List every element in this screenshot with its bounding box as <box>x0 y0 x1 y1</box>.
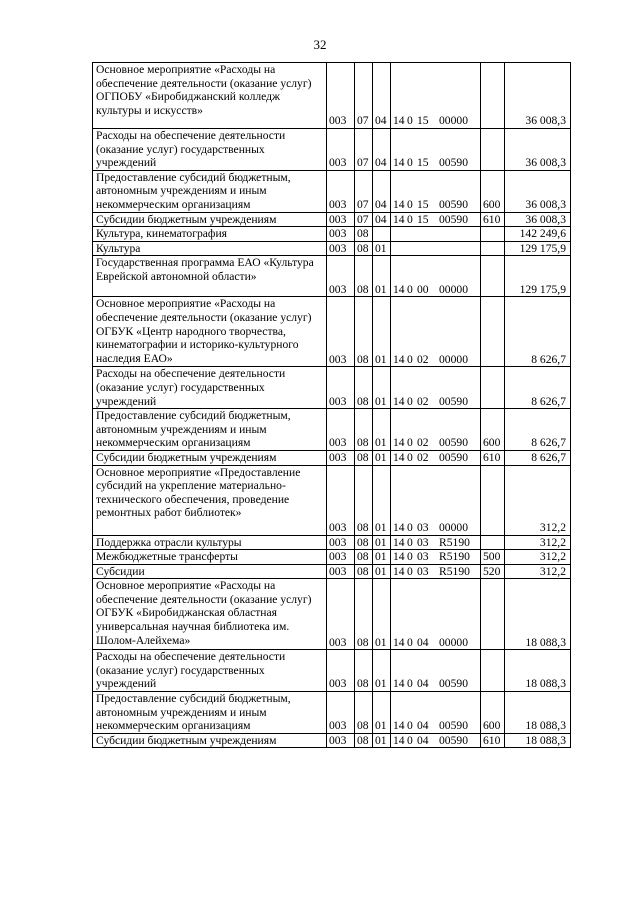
target-article-cell <box>391 409 481 451</box>
target-article-part: 15 <box>417 197 429 211</box>
section-code-cell: 08 <box>355 297 373 367</box>
section-code-cell: 08 <box>355 564 373 579</box>
target-article-part: 0 <box>407 352 413 366</box>
expense-type-cell <box>481 465 505 535</box>
subsection-code-cell: 01 <box>373 367 391 409</box>
target-article-cell <box>391 212 481 227</box>
table-row <box>93 297 571 367</box>
target-article-part: 14 <box>393 635 405 649</box>
target-article-cell <box>391 129 481 171</box>
target-article-cell <box>391 550 481 565</box>
target-article-part: 00590 <box>439 677 468 691</box>
expense-name-cell: Расходы на обеспечение деятельности (оказание услуг) государственных учреждений <box>93 129 327 171</box>
expense-type-cell: 610 <box>481 212 505 227</box>
expense-type-cell: 610 <box>481 733 505 748</box>
target-article-part: 0 <box>407 436 413 450</box>
amount-cell: 8 626,7 <box>505 409 571 451</box>
amount-cell: 312,2 <box>505 550 571 565</box>
target-article-cell <box>391 297 481 367</box>
expense-name-cell: Предоставление субсидий бюджетным, автономным учреждениям и иным некоммерческим организациям <box>93 692 327 734</box>
expense-type-cell <box>481 227 505 242</box>
table-row <box>93 535 571 550</box>
target-article-part: 0 <box>407 197 413 211</box>
expense-name-cell: Основное мероприятие «Расходы на обеспечение деятельности (оказание услуг) ОГБУК «Центр народного творчества, кинематографии и историко-культурного наследия ЕАО» <box>93 297 327 367</box>
subsection-code-cell: 01 <box>373 692 391 734</box>
section-code-cell: 07 <box>355 63 373 129</box>
section-code-cell: 07 <box>355 212 373 227</box>
table-row <box>93 733 571 748</box>
target-article-cell <box>391 256 481 297</box>
target-article-part: 0 <box>407 677 413 691</box>
admin-code-cell: 003 <box>327 227 355 242</box>
table-row <box>93 129 571 171</box>
table-row <box>93 409 571 451</box>
table-row <box>93 550 571 565</box>
target-article-part: 0 <box>407 564 413 578</box>
subsection-code-cell: 04 <box>373 129 391 171</box>
target-article-part: 04 <box>417 635 429 649</box>
target-article-part: 15 <box>417 156 429 170</box>
expense-name-cell: Расходы на обеспечение деятельности (оказание услуг) государственных учреждений <box>93 650 327 692</box>
admin-code-cell: 003 <box>327 241 355 256</box>
subsection-code-cell: 04 <box>373 170 391 212</box>
subsection-code-cell: 01 <box>373 733 391 748</box>
target-article-part: 14 <box>393 550 405 564</box>
target-article-part: 14 <box>393 282 405 296</box>
expense-name-cell: Государственная программа ЕАО «Культура Еврейской автономной области» <box>93 256 327 297</box>
expense-name-cell: Основное мероприятие «Расходы на обеспечение деятельности (оказание услуг) ОГПОБУ «Биробиджанский колледж культуры и искусств» <box>93 63 327 129</box>
target-article-cell <box>391 650 481 692</box>
expense-type-cell <box>481 535 505 550</box>
target-article-cell <box>391 367 481 409</box>
target-article-part: 04 <box>417 733 429 747</box>
subsection-code-cell: 01 <box>373 579 391 650</box>
subsection-code-cell: 01 <box>373 650 391 692</box>
amount-cell: 312,2 <box>505 535 571 550</box>
amount-cell: 312,2 <box>505 564 571 579</box>
target-article-cell <box>391 564 481 579</box>
target-article-part: 03 <box>417 520 429 534</box>
target-article-part: 00000 <box>439 114 468 128</box>
amount-cell: 36 008,3 <box>505 212 571 227</box>
target-article-part: 14 <box>393 212 405 226</box>
expense-type-cell: 610 <box>481 450 505 465</box>
target-article-part: 02 <box>417 352 429 366</box>
target-article-cell <box>391 692 481 734</box>
target-article-part: 00590 <box>439 197 468 211</box>
admin-code-cell: 003 <box>327 409 355 451</box>
section-code-cell: 07 <box>355 170 373 212</box>
target-article-part: 14 <box>393 733 405 747</box>
target-article-part: 0 <box>407 719 413 733</box>
expense-type-cell: 600 <box>481 409 505 451</box>
target-article-part: 14 <box>393 436 405 450</box>
target-article-part: 0 <box>407 156 413 170</box>
section-code-cell: 08 <box>355 227 373 242</box>
target-article-part: 14 <box>393 719 405 733</box>
amount-cell: 36 008,3 <box>505 63 571 129</box>
amount-cell: 18 088,3 <box>505 733 571 748</box>
expense-name-cell: Поддержка отрасли культуры <box>93 535 327 550</box>
expense-name-cell: Расходы на обеспечение деятельности (оказание услуг) государственных учреждений <box>93 367 327 409</box>
expense-name-cell: Предоставление субсидий бюджетным, автономным учреждениям и иным некоммерческим организациям <box>93 170 327 212</box>
expense-type-cell: 600 <box>481 170 505 212</box>
target-article-part: 0 <box>407 394 413 408</box>
amount-cell: 18 088,3 <box>505 579 571 650</box>
target-article-cell <box>391 535 481 550</box>
amount-cell: 36 008,3 <box>505 129 571 171</box>
target-article-part: 04 <box>417 719 429 733</box>
target-article-part: 04 <box>417 677 429 691</box>
subsection-code-cell: 01 <box>373 465 391 535</box>
target-article-cell <box>391 465 481 535</box>
subsection-code-cell: 01 <box>373 564 391 579</box>
target-article-part: R5190 <box>439 564 470 578</box>
expense-type-cell <box>481 579 505 650</box>
expense-type-cell <box>481 129 505 171</box>
target-article-part: 00590 <box>439 436 468 450</box>
subsection-code-cell: 01 <box>373 450 391 465</box>
amount-cell: 36 008,3 <box>505 170 571 212</box>
subsection-code-cell: 01 <box>373 409 391 451</box>
expense-name-cell: Субсидии бюджетным учреждениям <box>93 212 327 227</box>
target-article-part: 14 <box>393 352 405 366</box>
section-code-cell: 08 <box>355 535 373 550</box>
page-number: 32 <box>313 37 327 52</box>
target-article-part: 00000 <box>439 635 468 649</box>
amount-cell: 129 175,9 <box>505 256 571 297</box>
target-article-cell <box>391 227 481 242</box>
section-code-cell: 07 <box>355 129 373 171</box>
amount-cell: 312,2 <box>505 465 571 535</box>
expense-type-cell <box>481 241 505 256</box>
admin-code-cell: 003 <box>327 564 355 579</box>
admin-code-cell: 003 <box>327 733 355 748</box>
section-code-cell: 08 <box>355 450 373 465</box>
amount-cell: 18 088,3 <box>505 650 571 692</box>
target-article-part: 14 <box>393 394 405 408</box>
table-row <box>93 241 571 256</box>
expense-name-cell: Субсидии бюджетным учреждениям <box>93 450 327 465</box>
section-code-cell: 08 <box>355 650 373 692</box>
amount-cell: 129 175,9 <box>505 241 571 256</box>
table-row <box>93 465 571 535</box>
section-code-cell: 08 <box>355 579 373 650</box>
target-article-part: 02 <box>417 450 429 464</box>
target-article-part: 00590 <box>439 212 468 226</box>
target-article-part: 0 <box>407 282 413 296</box>
target-article-cell <box>391 579 481 650</box>
target-article-part: 02 <box>417 436 429 450</box>
subsection-code-cell <box>373 227 391 242</box>
target-article-part: 0 <box>407 535 413 549</box>
expense-name-cell: Субсидии <box>93 564 327 579</box>
subsection-code-cell: 01 <box>373 297 391 367</box>
amount-cell: 18 088,3 <box>505 692 571 734</box>
admin-code-cell: 003 <box>327 465 355 535</box>
section-code-cell: 08 <box>355 692 373 734</box>
target-article-part: R5190 <box>439 535 470 549</box>
target-article-part: 14 <box>393 197 405 211</box>
target-article-part: 00000 <box>439 520 468 534</box>
expense-type-cell: 500 <box>481 550 505 565</box>
target-article-cell <box>391 733 481 748</box>
expense-name-cell: Субсидии бюджетным учреждениям <box>93 733 327 748</box>
target-article-part: 00000 <box>439 352 468 366</box>
expense-name-cell: Предоставление субсидий бюджетным, автономным учреждениям и иным некоммерческим организациям <box>93 409 327 451</box>
subsection-code-cell: 04 <box>373 63 391 129</box>
section-code-cell: 08 <box>355 367 373 409</box>
table-row <box>93 579 571 650</box>
expense-type-cell: 520 <box>481 564 505 579</box>
target-article-cell <box>391 170 481 212</box>
target-article-part: 00590 <box>439 394 468 408</box>
expense-type-cell <box>481 297 505 367</box>
expense-type-cell: 600 <box>481 692 505 734</box>
admin-code-cell: 003 <box>327 170 355 212</box>
admin-code-cell: 003 <box>327 63 355 129</box>
target-article-part: 14 <box>393 114 405 128</box>
target-article-part: 0 <box>407 450 413 464</box>
table-row <box>93 170 571 212</box>
subsection-code-cell: 01 <box>373 241 391 256</box>
table-row <box>93 212 571 227</box>
table-row <box>93 367 571 409</box>
subsection-code-cell: 01 <box>373 535 391 550</box>
target-article-part: 14 <box>393 520 405 534</box>
target-article-part: 0 <box>407 635 413 649</box>
subsection-code-cell: 01 <box>373 550 391 565</box>
table-row <box>93 256 571 297</box>
target-article-part: 03 <box>417 550 429 564</box>
amount-cell: 8 626,7 <box>505 367 571 409</box>
expense-name-cell: Межбюджетные трансферты <box>93 550 327 565</box>
target-article-part: 00590 <box>439 719 468 733</box>
target-article-part: 14 <box>393 156 405 170</box>
table-row <box>93 227 571 242</box>
expense-type-cell <box>481 367 505 409</box>
target-article-cell <box>391 63 481 129</box>
target-article-part: 0 <box>407 114 413 128</box>
expense-type-cell <box>481 650 505 692</box>
section-code-cell: 08 <box>355 409 373 451</box>
budget-table <box>92 62 571 748</box>
target-article-part: 03 <box>417 535 429 549</box>
target-article-cell <box>391 241 481 256</box>
target-article-part: 0 <box>407 733 413 747</box>
target-article-part: 0 <box>407 212 413 226</box>
table-row <box>93 63 571 129</box>
table-row <box>93 450 571 465</box>
admin-code-cell: 003 <box>327 535 355 550</box>
target-article-part: 0 <box>407 520 413 534</box>
target-article-part: 14 <box>393 677 405 691</box>
section-code-cell: 08 <box>355 256 373 297</box>
subsection-code-cell: 04 <box>373 212 391 227</box>
target-article-part: 00 <box>417 282 429 296</box>
subsection-code-cell: 01 <box>373 256 391 297</box>
section-code-cell: 08 <box>355 465 373 535</box>
target-article-part: R5190 <box>439 550 470 564</box>
admin-code-cell: 003 <box>327 256 355 297</box>
expense-name-cell: Основное мероприятие «Предоставление субсидий на укрепление материально-технического обеспечения, проведение ремонтных работ библиотек» <box>93 465 327 535</box>
amount-cell: 142 249,6 <box>505 227 571 242</box>
admin-code-cell: 003 <box>327 550 355 565</box>
expense-name-cell: Культура <box>93 241 327 256</box>
target-article-part: 02 <box>417 394 429 408</box>
expense-type-cell <box>481 63 505 129</box>
target-article-part: 00590 <box>439 450 468 464</box>
admin-code-cell: 003 <box>327 450 355 465</box>
target-article-part: 15 <box>417 114 429 128</box>
expense-type-cell <box>481 256 505 297</box>
expense-name-cell: Основное мероприятие «Расходы на обеспечение деятельности (оказание услуг) ОГБУК «Биробиджанская областная универсальная научная библиотека им. Шолом-Алейхема» <box>93 579 327 650</box>
table-row <box>93 692 571 734</box>
target-article-part: 14 <box>393 535 405 549</box>
table-row <box>93 650 571 692</box>
admin-code-cell: 003 <box>327 297 355 367</box>
section-code-cell: 08 <box>355 550 373 565</box>
target-article-part: 15 <box>417 212 429 226</box>
target-article-part: 00590 <box>439 156 468 170</box>
target-article-part: 00000 <box>439 282 468 296</box>
amount-cell: 8 626,7 <box>505 297 571 367</box>
admin-code-cell: 003 <box>327 650 355 692</box>
section-code-cell: 08 <box>355 241 373 256</box>
target-article-part: 14 <box>393 450 405 464</box>
target-article-part: 00590 <box>439 733 468 747</box>
target-article-part: 03 <box>417 564 429 578</box>
admin-code-cell: 003 <box>327 212 355 227</box>
admin-code-cell: 003 <box>327 579 355 650</box>
target-article-cell <box>391 450 481 465</box>
section-code-cell: 08 <box>355 733 373 748</box>
admin-code-cell: 003 <box>327 129 355 171</box>
target-article-part: 14 <box>393 564 405 578</box>
admin-code-cell: 003 <box>327 367 355 409</box>
target-article-part: 0 <box>407 550 413 564</box>
expense-name-cell: Культура, кинематография <box>93 227 327 242</box>
amount-cell: 8 626,7 <box>505 450 571 465</box>
admin-code-cell: 003 <box>327 692 355 734</box>
table-row <box>93 564 571 579</box>
